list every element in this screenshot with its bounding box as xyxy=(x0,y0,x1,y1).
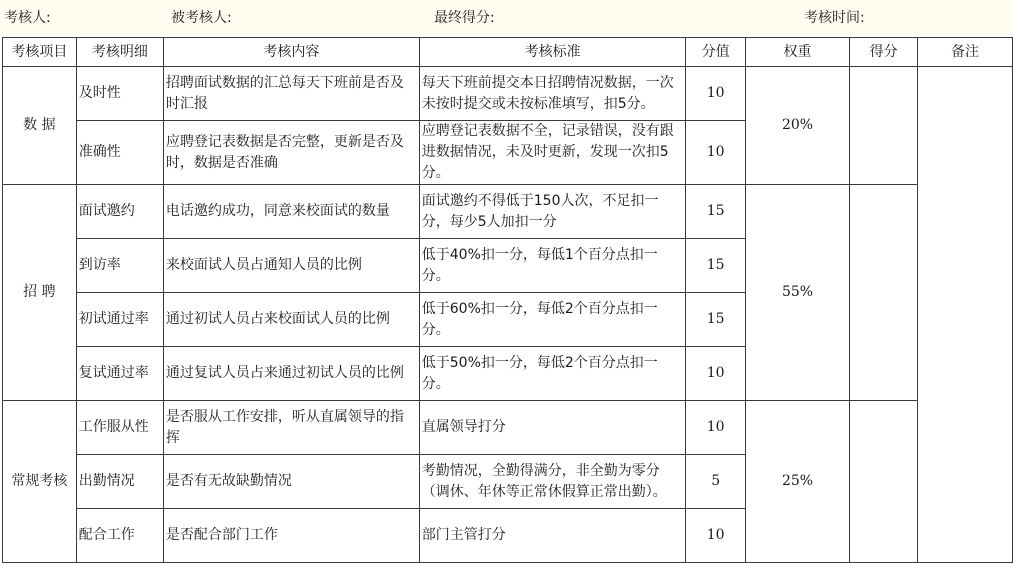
score-cell: 10 xyxy=(686,121,745,185)
assessment-time-label: 考核时间: xyxy=(804,10,865,26)
content-cell: 应聘登记表数据是否完整，更新是否及时，数据是否准确 xyxy=(163,121,419,185)
standard-cell: 直属领导打分 xyxy=(419,401,686,455)
assessee-label: 被考核人: xyxy=(171,10,232,26)
content-cell: 通过复试人员占来通过初试人员的比例 xyxy=(163,347,419,401)
table-header-row xyxy=(3,38,1013,67)
standard-cell: 应聘登记表数据不全，记录错误，没有跟进数据情况，未及时更新，发现一次扣5分。 xyxy=(419,121,686,185)
sheet-header-row xyxy=(0,0,1013,36)
col-header-weight: 权重 xyxy=(745,38,849,67)
result-cell[interactable] xyxy=(850,67,918,185)
group-name: 常规考核 xyxy=(3,401,77,563)
standard-cell: 低于60%扣一分，每低2个百分点扣一分。 xyxy=(419,293,686,347)
score-cell: 10 xyxy=(686,401,745,455)
score-cell: 5 xyxy=(686,455,745,509)
detail-cell: 出勤情况 xyxy=(76,455,163,509)
detail-cell: 初试通过率 xyxy=(76,293,163,347)
standard-cell: 每天下班前提交本日招聘情况数据，一次未按时提交或未按标准填写，扣5分。 xyxy=(419,67,686,121)
table-row xyxy=(3,401,1013,455)
col-header-standard: 考核标准 xyxy=(419,38,686,67)
detail-cell: 准确性 xyxy=(76,121,163,185)
standard-cell: 低于40%扣一分，每低1个百分点扣一分。 xyxy=(419,239,686,293)
detail-cell: 配合工作 xyxy=(76,509,163,563)
result-cell[interactable] xyxy=(850,401,918,563)
score-cell: 10 xyxy=(686,347,745,401)
content-cell: 来校面试人员占通知人员的比例 xyxy=(163,239,419,293)
col-header-content: 考核内容 xyxy=(163,38,419,67)
weight-cell: 25% xyxy=(745,401,849,563)
score-cell: 15 xyxy=(686,185,745,239)
group-name: 招 聘 xyxy=(3,185,77,401)
weight-cell: 20% xyxy=(745,67,849,185)
score-cell: 10 xyxy=(686,509,745,563)
detail-cell: 面试邀约 xyxy=(76,185,163,239)
col-header-detail: 考核明细 xyxy=(76,38,163,67)
col-header-item: 考核项目 xyxy=(3,38,77,67)
standard-cell: 面试邀约不得低于150人次，不足扣一分，每少5人加扣一分 xyxy=(419,185,686,239)
standard-cell: 考勤情况，全勤得满分，非全勤为零分（调休、年休等正常休假算正常出勤）。 xyxy=(419,455,686,509)
detail-cell: 到访率 xyxy=(76,239,163,293)
detail-cell: 及时性 xyxy=(76,67,163,121)
standard-cell: 部门主管打分 xyxy=(419,509,686,563)
content-cell: 通过初试人员占来校面试人员的比例 xyxy=(163,293,419,347)
table-row xyxy=(3,185,1013,239)
score-cell: 15 xyxy=(686,293,745,347)
weight-cell: 55% xyxy=(745,185,849,401)
detail-cell: 复试通过率 xyxy=(76,347,163,401)
content-cell: 是否有无故缺勤情况 xyxy=(163,455,419,509)
col-header-remark: 备注 xyxy=(918,38,1013,67)
assessor-label: 考核人: xyxy=(4,10,51,26)
score-cell: 15 xyxy=(686,239,745,293)
standard-cell: 低于50%扣一分，每低2个百分点扣一分。 xyxy=(419,347,686,401)
detail-cell: 工作服从性 xyxy=(76,401,163,455)
col-header-result: 得分 xyxy=(850,38,918,67)
table-row xyxy=(3,67,1013,121)
col-header-score: 分值 xyxy=(686,38,745,67)
content-cell: 电话邀约成功，同意来校面试的数量 xyxy=(163,185,419,239)
group-name: 数 据 xyxy=(3,67,77,185)
content-cell: 招聘面试数据的汇总每天下班前是否及时汇报 xyxy=(163,67,419,121)
content-cell: 是否服从工作安排，听从直属领导的指挥 xyxy=(163,401,419,455)
content-cell: 是否配合部门工作 xyxy=(163,509,419,563)
remark-cell[interactable] xyxy=(918,67,1013,563)
final-score-label: 最终得分: xyxy=(434,10,495,26)
assessment-table xyxy=(2,37,1013,563)
result-cell[interactable] xyxy=(850,185,918,401)
score-cell: 10 xyxy=(686,67,745,121)
